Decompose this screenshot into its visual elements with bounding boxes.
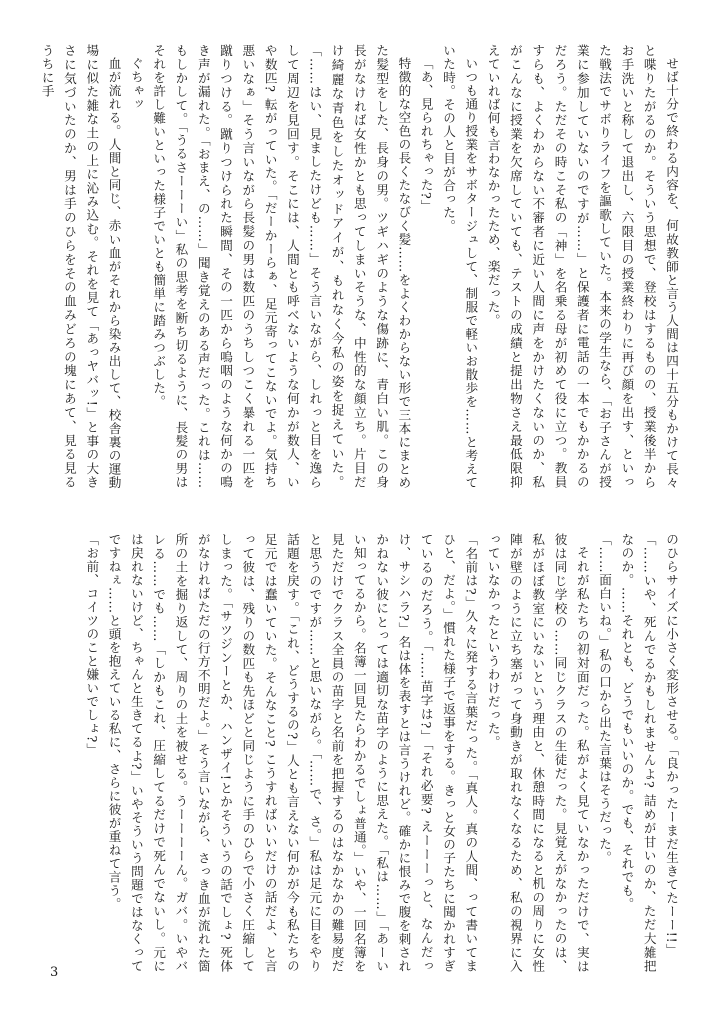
paragraph-dialogue: 「名前は?」久々に発する言葉だった。「真人。真の人間、って書いてまひと、だよ。」慣れた様子で返事をする。きっと女の子たちに聞かれすぎているのだろう。「……苗字は?」「それ必要? えーーーっと、なんだっけ、サシハラ?」名は体を表すとは言うけれど。確かに恨みで腹を刺されかねない彼にとっては適切な苗字のように思えた。「私は……」「あーいい知ってるから。名簿一回見たらわかるでしょ普通。」いや、一回名簿を見ただけでクラス全員の苗字と名前を把握するのはなかなかの難易度だと思うのですが……と思いながら。「……で、さ。」私は足元に目をやり話題を戻す。「これ、どうするの?」人とも言えない何かが今も私たちの足元では蠢いていた。そんなこと? こうすればいいだけの話だよ、と言って彼は、残りの数匹も先ほどと同じように手のひらで小さく圧縮してしまった。「サツジンーとか、ハンザイ!とかそういうの話でしょ? 死体がなければただの行方不明だよ。」そう言いながら、さっき血が流れた箇所の土を掘り返して、周りの土を被せる。うーーーーん。ガバ。いやバレる……でも……「しかもこれ、圧縮してるだけで死んでないし。元には戻れないけど、ちゃんと生きてるよ?」いやそういう問題ではなくってですねぇ……と頭を抱えている私に、さらに彼が重ねて言う。 <box>106 533 479 973</box>
paragraph-dialogue: 「あ、見られちゃった?」 <box>418 56 434 213</box>
paragraph: いつも通り授業をサボタージュして、制服で軽いお散歩を……と考えていた時。その人と目が合った。 <box>441 44 479 489</box>
paragraph: 特徴的な空色の長くたなびく髪……をよくわからない形で三本にまとめた髪型をした、長身の男。ツギハギのような傷跡に、青白い肌。この身長がなければ女性かとも思ってしまいそうな、中性的な顔立ち。片目だけ綺麗な青色をしたオッドアイが、もれなく今私の姿を捉えていた。「……はい、見ましたけども……」そう言いながら、しれっと目を逸らして周辺を見回す。そこには、人間とも呼べないような何かが数人、いや数匹? 転がっていた。「だーかーらぁ、足元寄ってこないでよ。気持ち悪いなぁ」そう言いながら長髪の男は数匹のうちしつこく暴れる一匹を蹴りつける。蹴りつけられた瞬間、その一匹から嗚咽のような何かの鳴き声が漏れた。「おまえ、の……」聞き覚えのある声だった。これは……もしかして。「うるさーーーい」私の思考を断ち切るように、長髪の男はそれを許し難いといった様子でいとも簡単に踏みつぶした。 <box>151 44 412 489</box>
paragraph: 血が流れる。人間と同じ、赤い血がそれから染み出して、校舎裏の運動場に似た雑な土の上に沁み込む。それを見て「あっヤバッ!」と事の大きさに気づいたのか、男は手のひらをその血みどろの塊にあて、見る見るうちに手 <box>39 44 122 489</box>
paragraph: のひらサイズに小さく変形させる。「良かったーまだ生きてたーー!!」 <box>664 533 679 958</box>
paragraph-dialogue: 「……いや、死んでるかもしれませんよ? 詰めが甘いのか、ただ大雑把なのか。……それとも、どうでもいいのか。でも、それでも。 <box>619 533 657 973</box>
paragraph-dialogue: 「お前、コイツのこと嫌いでしょ?」 <box>84 533 100 757</box>
paragraph-sfx: ぐちゃッ <box>128 56 144 111</box>
paragraph: せば十分で終わる内容を、何故教師と言う人間は四十五分もかけて長々と喋りたがるのか。そういう思想で、登校はするものの、授業後半からお手洗いと称して退出し、六限目の授業終わりに再び顔を出す、といった戦法でサボりライフを謳歌していた。本来の学生なら、「お子さんが授業に参加していないのですが……」と保護者に電話の一本でもかかるのだろう。ただその時こそ私の「神」を名乗る母が初めて役に立つ。教員すらも、よくわからない不審者に近い人間に声をかけたくないのか、私がこんなに授業を欠席していても、テストの成績と提出物さえ最低限抑えていれば何も言わなかったため、楽だった。 <box>485 44 679 489</box>
paragraph-dialogue: 「……面白いね。」私の口から出た言葉はそうだった。 <box>597 533 613 865</box>
body-text-block-upper <box>38 44 682 489</box>
paragraph: それが私たちの初対面だった。私がよく見ていなかっただけで、実は彼は同じ学校の……同じクラスの生徒だった。見覚えがなかったのは、私がほぼ教室にいないという理由と、休憩時間になると机の周りに女性陣が壁のように立ち塞がって身動きが取れなくなるため、私の視界に入っていなかったというわけだった。 <box>485 533 590 973</box>
body-text-block-lower <box>38 533 682 973</box>
page-number: 3 <box>50 965 59 980</box>
